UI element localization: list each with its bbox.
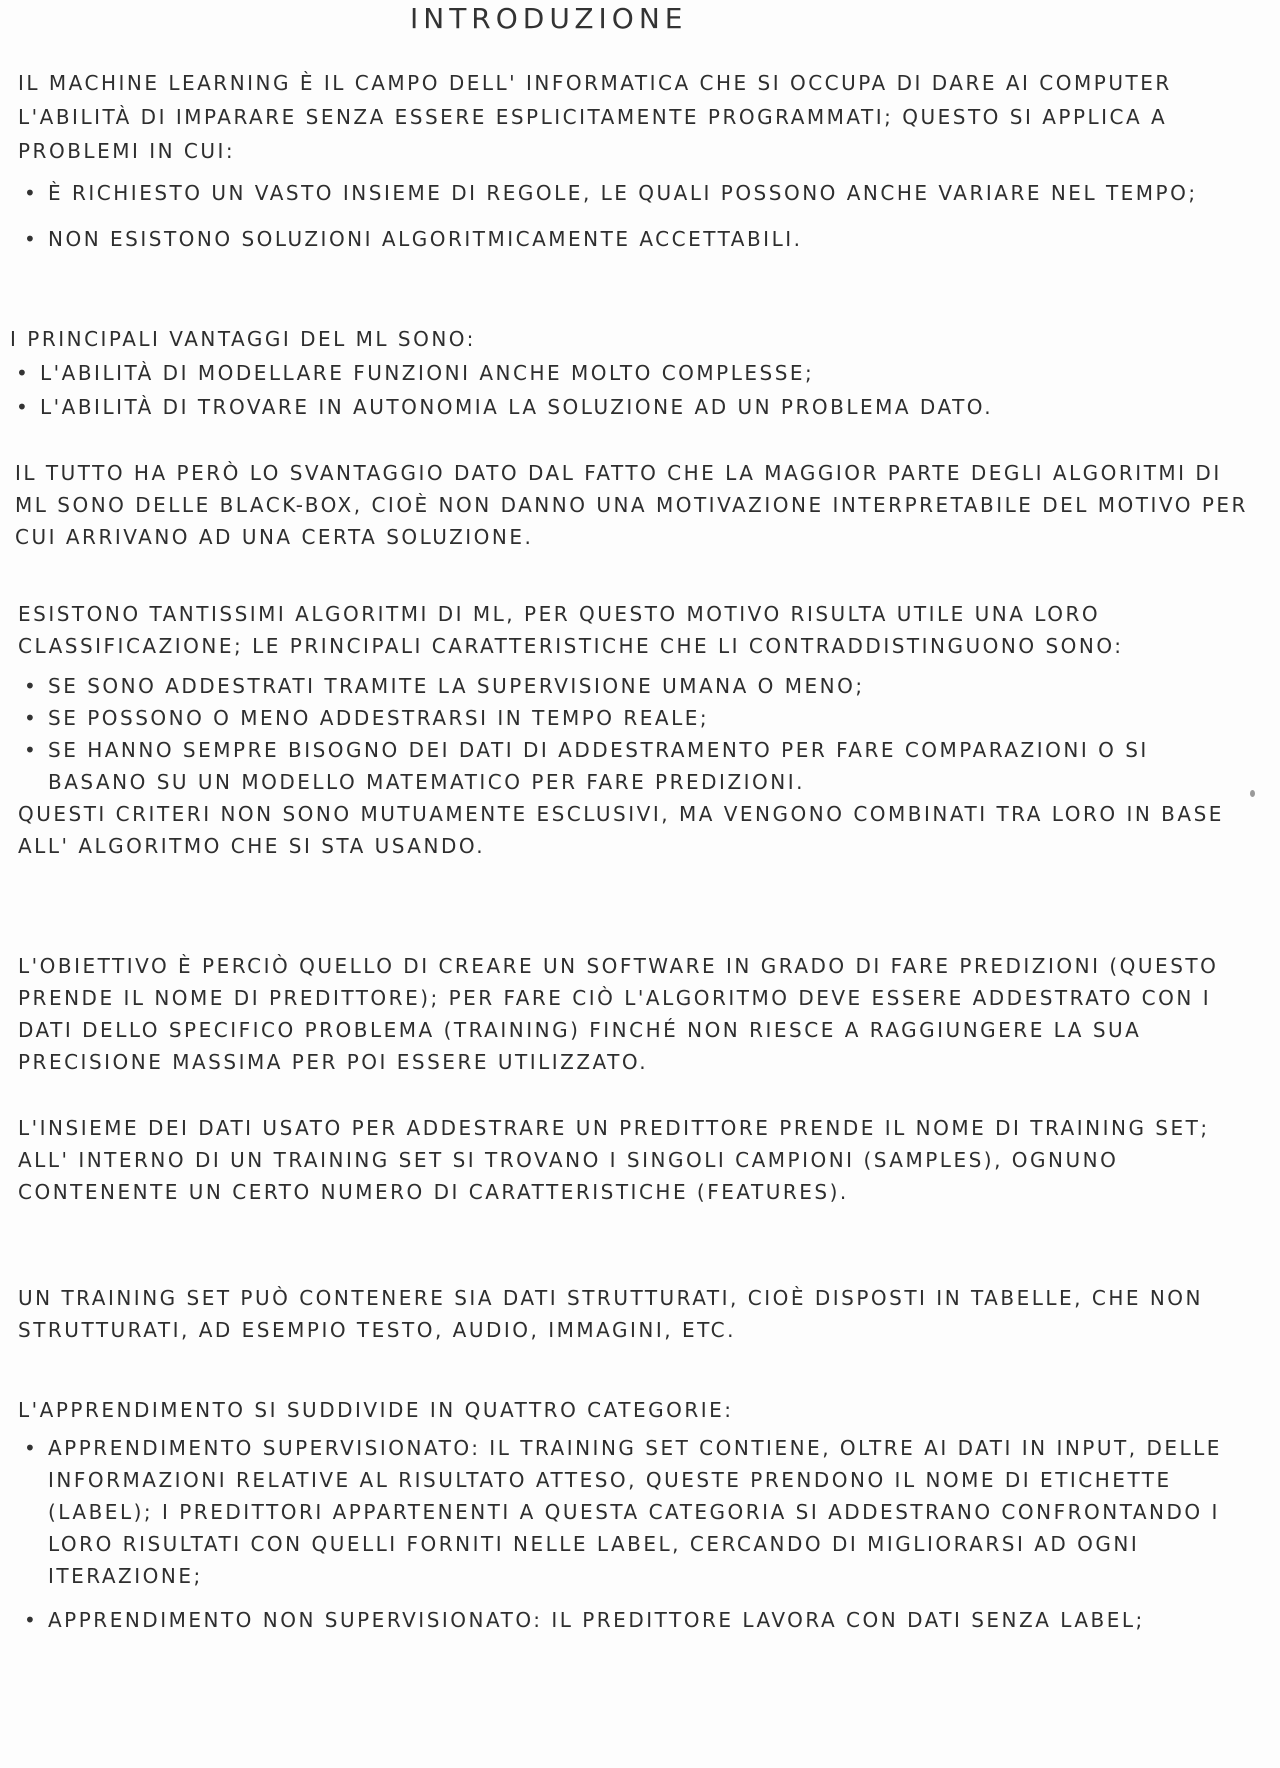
- learning-bullet-2: • APPRENDIMENTO NON SUPERVISIONATO: IL PREDITTORE LAVORA CON DATI SENZA LABEL;: [18, 1604, 1250, 1636]
- advantages-bullet-2: • L'ABILITÀ DI TROVARE IN AUTONOMIA LA SOLUZIONE AD UN PROBLEMA DATO.: [10, 390, 1250, 424]
- disadvantage-section: [15, 457, 1250, 553]
- advantages-section: [10, 322, 1250, 424]
- classification-paragraph: ESISTONO TANTISSIMI ALGORITMI DI ML, PER QUESTO MOTIVO RISULTA UTILE UNA LORO CLASSIFICAZIONE; LE PRINCIPALI CARATTERISTICHE CHE LI CONTRADDISTINGUONO SONO:: [18, 602, 1124, 658]
- intro-bullet-1: • È RICHIESTO UN VASTO INSIEME DI REGOLE, LE QUALI POSSONO ANCHE VARIARE NEL TEMPO;: [18, 176, 1250, 210]
- advantages-heading: I PRINCIPALI VANTAGGI DEL ML SONO:: [10, 327, 476, 351]
- data-types-section: [18, 1282, 1250, 1346]
- classification-bullet-list: [18, 670, 1250, 798]
- classification-section: [18, 598, 1250, 862]
- classification-bullet-2: • SE POSSONO O MENO ADDESTRARSI IN TEMPO REALE;: [18, 702, 1250, 734]
- intro-paragraph: IL MACHINE LEARNING È IL CAMPO DELL' INFORMATICA CHE SI OCCUPA DI DARE AI COMPUTER L'ABILITÀ DI IMPARARE SENZA ESSERE ESPLICITAMENTE PROGRAMMATI; QUESTO SI APPLICA A PROBLEMI IN CUI:: [18, 71, 1172, 163]
- advantages-bullet-1: • L'ABILITÀ DI MODELLARE FUNZIONI ANCHE MOLTO COMPLESSE;: [10, 356, 1250, 390]
- objective-paragraph: L'OBIETTIVO È PERCIÒ QUELLO DI CREARE UN SOFTWARE IN GRADO DI FARE PREDIZIONI (QUESTO PRENDE IL NOME DI PREDITTORE); PER FARE CIÒ L'ALGORITMO DEVE ESSERE ADDESTRATO CON I DATI DELLO SPECIFICO PROBLEMA (TRAINING) FINCHÉ NON RIESCE A RAGGIUNGERE LA SUA PRECISIONE MASSIMA PER POI ESSERE UTILIZZATO.: [18, 954, 1219, 1074]
- classification-bullet-1: • SE SONO ADDESTRATI TRAMITE LA SUPERVISIONE UMANA O MENO;: [18, 670, 1250, 702]
- data-types-paragraph: UN TRAINING SET PUÒ CONTENERE SIA DATI STRUTTURATI, CIOÈ DISPOSTI IN TABELLE, CHE NON STRUTTURATI, AD ESEMPIO TESTO, AUDIO, IMMAGINI, ETC.: [18, 1286, 1204, 1342]
- learning-bullet-list: [18, 1432, 1250, 1636]
- training-set-paragraph: L'INSIEME DEI DATI USATO PER ADDESTRARE UN PREDITTORE PRENDE IL NOME DI TRAINING SET; ALL' INTERNO DI UN TRAINING SET SI TROVANO I SINGOLI CAMPIONI (SAMPLES), OGNUNO CONTENENTE UN CERTO NUMERO DI CARATTERISTICHE (FEATURES).: [18, 1116, 1210, 1204]
- training-set-section: [18, 1112, 1250, 1208]
- intro-section: [18, 66, 1250, 268]
- advantages-bullet-list: [10, 356, 1250, 424]
- objective-section: [18, 950, 1250, 1078]
- learning-bullet-1: • APPRENDIMENTO SUPERVISIONATO: IL TRAINING SET CONTIENE, OLTRE AI DATI IN INPUT, DELLE INFORMAZIONI RELATIVE AL RISULTATO ATTESO, QUESTE PRENDONO IL NOME DI ETICHETTE (LABEL); I PREDITTORI APPARTENENTI A QUESTA CATEGORIA SI ADDESTRANO CONFRONTANDO I LORO RISULTATI CON QUELLI FORNITI NELLE LABEL, CERCANDO DI MIGLIORARSI AD OGNI ITERAZIONE;: [18, 1432, 1250, 1592]
- intro-bullet-2: • NON ESISTONO SOLUZIONI ALGORITMICAMENTE ACCETTABILI.: [18, 222, 1250, 256]
- learning-heading: L'APPRENDIMENTO SI SUDDIVIDE IN QUATTRO CATEGORIE:: [18, 1398, 734, 1422]
- classification-note: QUESTI CRITERI NON SONO MUTUAMENTE ESCLUSIVI, MA VENGONO COMBINATI TRA LORO IN BASE ALL' ALGORITMO CHE SI STA USANDO.: [18, 802, 1224, 858]
- page-title: INTRODUZIONE: [410, 2, 688, 35]
- ink-speck: [1250, 790, 1255, 797]
- classification-bullet-3: • SE HANNO SEMPRE BISOGNO DEI DATI DI ADDESTRAMENTO PER FARE COMPARAZIONI O SI BASANO SU UN MODELLO MATEMATICO PER FARE PREDIZIONI.: [18, 734, 1250, 798]
- learning-section: [18, 1394, 1250, 1648]
- disadvantage-paragraph: IL TUTTO HA PERÒ LO SVANTAGGIO DATO DAL FATTO CHE LA MAGGIOR PARTE DEGLI ALGORITMI DI ML SONO DELLE BLACK-BOX, CIOÈ NON DANNO UNA MOTIVAZIONE INTERPRETABILE DEL MOTIVO PER CUI ARRIVANO AD UNA CERTA SOLUZIONE.: [15, 461, 1248, 549]
- intro-bullet-list: [18, 176, 1250, 256]
